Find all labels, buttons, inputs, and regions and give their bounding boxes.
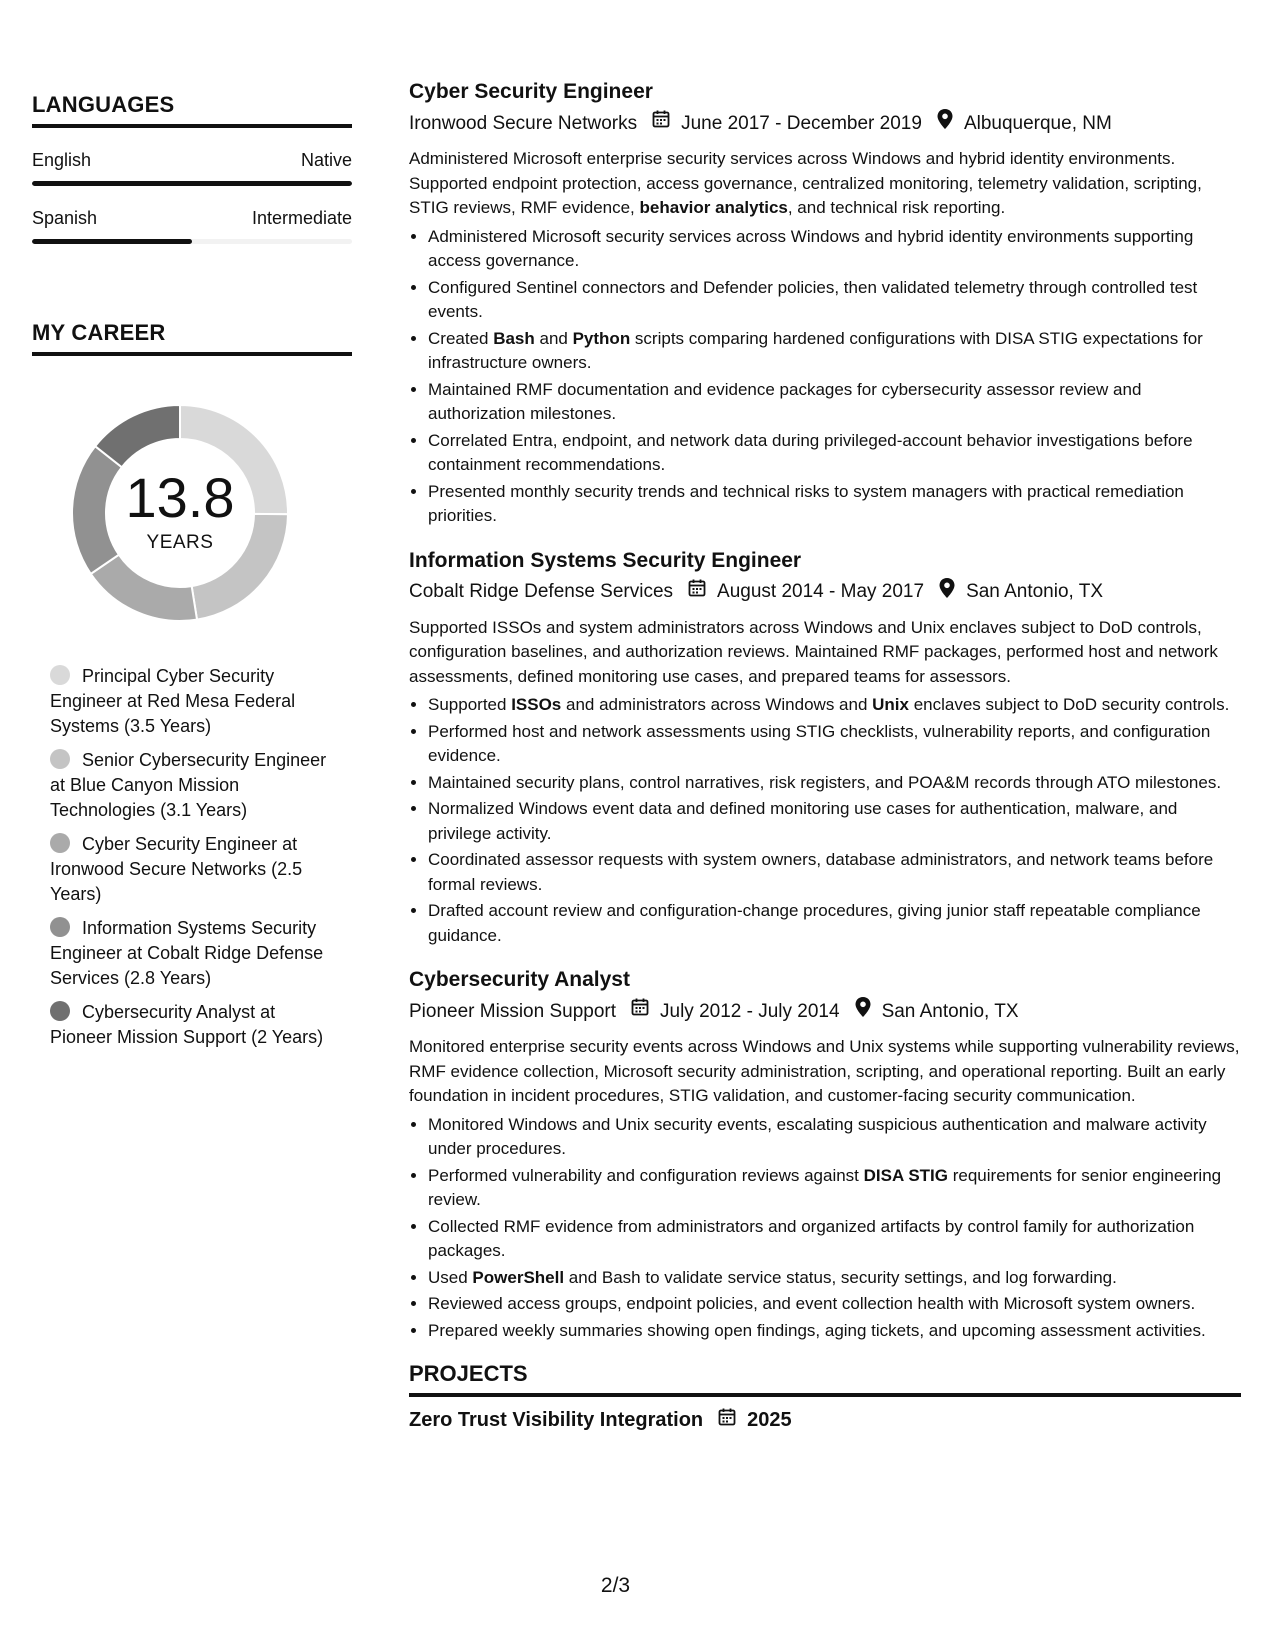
job-bullets bbox=[409, 225, 1241, 529]
job-bullet: • Configured Sentinel connectors and Defender policies, then validated telemetry through controlled test events. bbox=[428, 276, 1241, 325]
job-bullet: • Used PowerShell and Bash to validate service status, security settings, and log forwarding. bbox=[428, 1266, 1241, 1291]
project-year: 2025 bbox=[747, 1408, 792, 1431]
donut-segment-3 bbox=[91, 555, 197, 621]
career-years-unit: YEARS bbox=[146, 532, 214, 553]
job-bullet: • Correlated Entra, endpoint, and network data during privileged-account behavior investigations before containment recommendations. bbox=[428, 429, 1241, 478]
career-legend-item bbox=[50, 916, 340, 991]
page-number-text: 2/3 bbox=[600, 1574, 631, 1597]
career-total-years: 13.8 bbox=[125, 466, 235, 529]
language-level: Native bbox=[300, 150, 352, 170]
career-legend-item bbox=[50, 832, 340, 907]
job-description: Administered Microsoft enterprise security services across Windows and hybrid identity environments. Supported endpoint protection, access governance, centralized monitoring, telemetry validation, scripting, STIG reviews, RMF evidence, behavior analytics, and technical risk reporting. bbox=[409, 149, 1202, 217]
job-bullet: • Prepared weekly summaries showing open findings, aging tickets, and upcoming assessment activities. bbox=[428, 1319, 1241, 1344]
language-level-fill bbox=[32, 181, 352, 186]
map-pin-icon-wrap bbox=[938, 577, 956, 608]
career-title: MY CAREER bbox=[32, 320, 352, 356]
project-name: Zero Trust Visibility Integration bbox=[409, 1408, 704, 1431]
left-column bbox=[32, 92, 352, 1059]
career-legend bbox=[50, 664, 340, 1050]
map-pin-icon-wrap bbox=[936, 108, 954, 139]
job-description: Supported ISSOs and system administrators across Windows and Unix enclaves subject to DoD controls, configuration baselines, and authorization reviews. Maintained RMF packages, performed host and network assessments, defined monitoring use cases, and prepared teams for assessors. bbox=[409, 617, 1218, 686]
job-entry bbox=[409, 966, 1241, 1343]
job-bullet: • Presented monthly security trends and technical risks to system managers with practical remediation priorities. bbox=[428, 480, 1241, 529]
job-bullet: • Maintained RMF documentation and evidence packages for cybersecurity assessor review and authorization milestones. bbox=[428, 378, 1241, 427]
projects-title: PROJECTS bbox=[409, 1361, 1241, 1397]
career-legend-item bbox=[50, 664, 340, 739]
job-bullet: • Collected RMF evidence from administrators and organized artifacts by control family for authorization packages. bbox=[428, 1215, 1241, 1264]
job-company: Ironwood Secure Networks bbox=[409, 112, 638, 134]
legend-label: Principal Cyber Security Engineer at Red Mesa Federal Systems (3.5 Years) bbox=[50, 666, 296, 736]
job-bullet: • Coordinated assessor requests with system owners, database administrators, and network teams before formal reviews. bbox=[428, 848, 1241, 897]
job-location: San Antonio, TX bbox=[966, 581, 1104, 602]
job-bullet: • Administered Microsoft security services across Windows and hybrid identity environments supporting access governance. bbox=[428, 225, 1241, 274]
job-company: Pioneer Mission Support bbox=[409, 1000, 616, 1022]
language-level-fill bbox=[32, 239, 192, 244]
legend-label: Information Systems Security Engineer at Cobalt Ridge Defense Services (2.8 Years) bbox=[50, 918, 324, 988]
projects-section bbox=[409, 1361, 1241, 1433]
projects-list bbox=[409, 1407, 1241, 1433]
legend-label: Senior Cybersecurity Engineer at Blue Canyon Mission Technologies (3.1 Years) bbox=[50, 750, 327, 820]
language-item bbox=[32, 208, 352, 244]
map-pin-icon bbox=[936, 108, 954, 130]
job-meta bbox=[409, 108, 1241, 139]
job-entry bbox=[409, 78, 1241, 529]
language-level-bar bbox=[32, 239, 352, 244]
experience-list bbox=[409, 78, 1241, 1343]
job-bullet: • Drafted account review and configuration-change procedures, giving junior staff repeatable compliance guidance. bbox=[428, 899, 1241, 948]
map-pin-icon bbox=[938, 577, 956, 599]
languages-section bbox=[32, 92, 352, 244]
legend-label: Cyber Security Engineer at Ironwood Secure Networks (2.5 Years) bbox=[50, 834, 303, 904]
job-bullet: • Maintained security plans, control narratives, risk registers, and POA&M records through ATO milestones. bbox=[428, 771, 1241, 796]
job-dates: August 2014 - May 2017 bbox=[717, 581, 925, 602]
job-bullet: • Normalized Windows event data and defined monitoring use cases for authentication, malware, and privilege activity. bbox=[428, 797, 1241, 846]
languages-title: LANGUAGES bbox=[32, 92, 352, 128]
calendar-icon bbox=[651, 109, 671, 129]
job-bullet: • Supported ISSOs and administrators across Windows and Unix enclaves subject to DoD security controls. bbox=[428, 693, 1241, 718]
language-item bbox=[32, 150, 352, 186]
job-bullets bbox=[409, 693, 1241, 948]
calendar-icon-wrap bbox=[717, 1407, 737, 1433]
map-pin-icon bbox=[854, 996, 872, 1018]
language-row bbox=[32, 150, 352, 171]
job-company: Cobalt Ridge Defense Services bbox=[409, 581, 674, 602]
project-row bbox=[409, 1407, 1241, 1433]
language-name: Spanish bbox=[32, 208, 98, 228]
job-location: Albuquerque, NM bbox=[963, 112, 1112, 134]
job-bullet: • Reviewed access groups, endpoint policies, and event collection health with Microsoft system owners. bbox=[428, 1292, 1241, 1317]
career-donut-chart bbox=[65, 398, 295, 628]
job-dates: June 2017 - December 2019 bbox=[681, 112, 922, 134]
job-description: Monitored enterprise security events across Windows and Unix systems while supporting vulnerability reviews, RMF evidence collection, Microsoft security administration, scripting, and operational reporting. Built an early foundation in incident procedures, STIG validation, and customer-facing security communication. bbox=[409, 1037, 1240, 1105]
legend-color-dot bbox=[50, 1001, 70, 1021]
job-meta bbox=[409, 996, 1241, 1027]
language-level: Intermediate bbox=[251, 208, 352, 228]
languages-list bbox=[32, 150, 352, 244]
job-meta bbox=[409, 577, 1241, 608]
calendar-icon bbox=[687, 578, 707, 598]
job-dates: July 2012 - July 2014 bbox=[660, 1000, 840, 1022]
job-title: Cyber Security Engineer bbox=[409, 80, 653, 103]
calendar-icon-wrap bbox=[687, 578, 707, 607]
job-location: San Antonio, TX bbox=[881, 1000, 1019, 1022]
job-bullets bbox=[409, 1113, 1241, 1344]
donut-center bbox=[65, 466, 295, 554]
legend-label: Cybersecurity Analyst at Pioneer Mission Support (2 Years) bbox=[50, 1002, 324, 1047]
calendar-icon-wrap bbox=[651, 109, 671, 138]
legend-color-dot bbox=[50, 665, 70, 685]
job-entry bbox=[409, 547, 1241, 949]
page-number bbox=[0, 1574, 1275, 1598]
legend-color-dot bbox=[50, 917, 70, 937]
language-level-bar bbox=[32, 181, 352, 186]
career-section bbox=[32, 320, 352, 1050]
calendar-icon-wrap bbox=[630, 997, 650, 1026]
language-row bbox=[32, 208, 352, 229]
language-name: English bbox=[32, 150, 92, 170]
calendar-icon bbox=[630, 997, 650, 1017]
legend-color-dot bbox=[50, 833, 70, 853]
job-bullet: • Monitored Windows and Unix security events, escalating suspicious authentication and malware activity under procedures. bbox=[428, 1113, 1241, 1162]
career-legend-item bbox=[50, 748, 340, 823]
right-column bbox=[409, 78, 1241, 1433]
legend-color-dot bbox=[50, 749, 70, 769]
job-bullet: • Performed host and network assessments using STIG checklists, vulnerability reports, and configuration evidence. bbox=[428, 720, 1241, 769]
job-bullet: • Created Bash and Python scripts comparing hardened configurations with DISA STIG expectations for infrastructure owners. bbox=[428, 327, 1241, 376]
career-legend-item bbox=[50, 1000, 340, 1050]
map-pin-icon-wrap bbox=[854, 996, 872, 1027]
calendar-icon bbox=[717, 1407, 737, 1427]
job-title: Cybersecurity Analyst bbox=[409, 968, 630, 991]
job-title: Information Systems Security Engineer bbox=[409, 548, 802, 572]
job-bullet: • Performed vulnerability and configuration reviews against DISA STIG requirements for senior engineering review. bbox=[428, 1164, 1241, 1213]
